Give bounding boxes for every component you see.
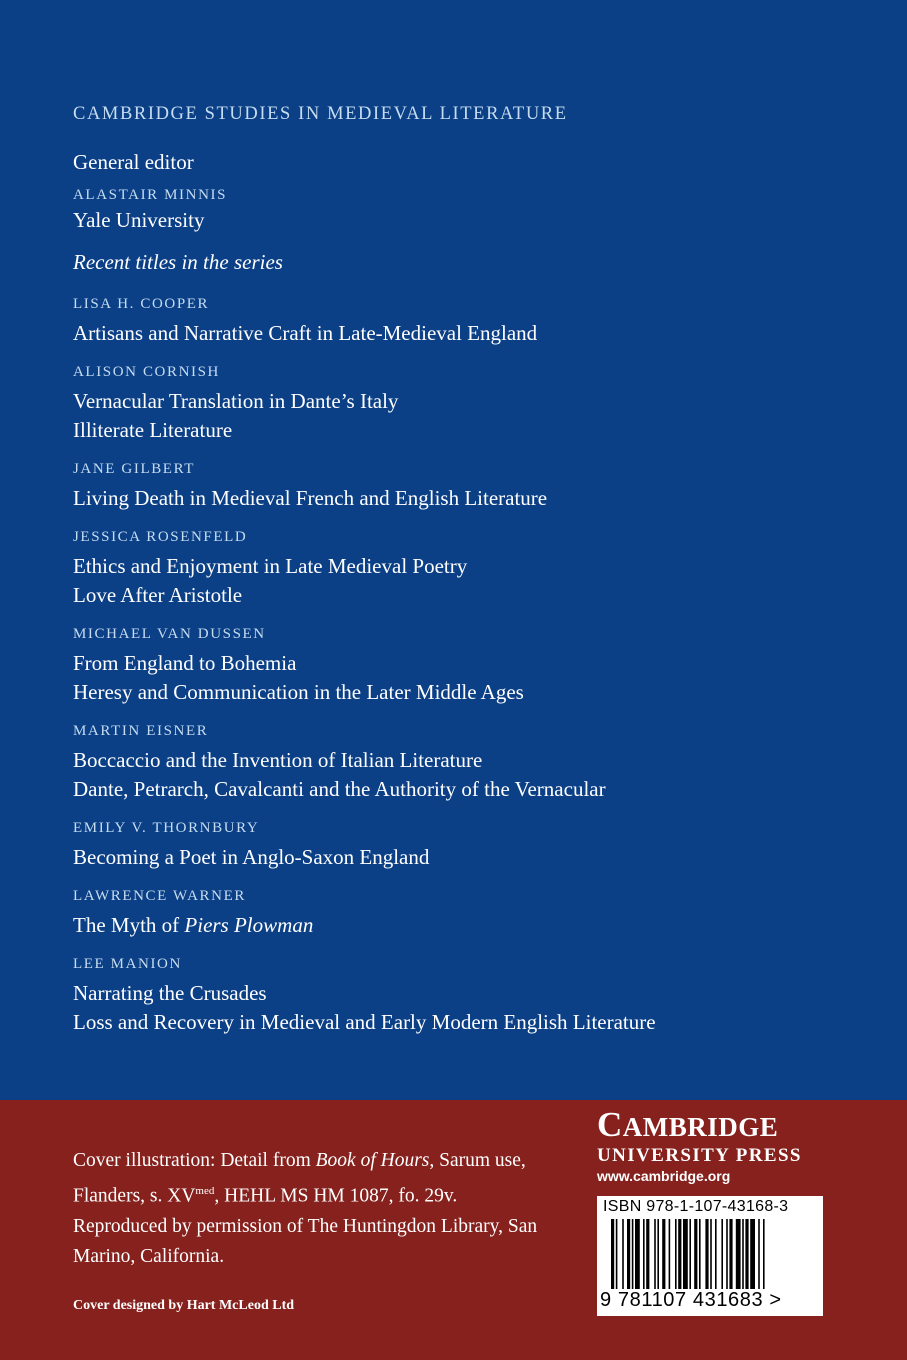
- barcode-bar: [611, 1219, 614, 1289]
- barcode-bar: [616, 1219, 618, 1289]
- entry-title: [73, 911, 313, 940]
- barcode-bar: [654, 1219, 656, 1289]
- barcode-bar: [627, 1219, 630, 1289]
- barcode-bar: [678, 1219, 681, 1289]
- cover-illustration-credit: [73, 1146, 543, 1272]
- series-entry: [73, 528, 467, 610]
- barcode-bar: [643, 1219, 645, 1289]
- entry-author: LISA H. COOPER: [73, 296, 210, 312]
- credit-text: , Sarum use, Flanders, s. XV: [73, 1150, 526, 1207]
- series-entry: [73, 955, 656, 1037]
- barcode-bar: [763, 1219, 765, 1289]
- barcode-bar: [705, 1219, 708, 1289]
- series-entry: [73, 819, 429, 872]
- entry-title: Boccaccio and the Invention of Italian Literature: [73, 748, 483, 772]
- entry-subtitle: Dante, Petrarch, Cavalcanti and the Authority of the Vernacular: [73, 777, 606, 801]
- isbn-label: ISBN 978-1-107-43168-3: [603, 1198, 789, 1215]
- credit-text: , HEHL MS HM 1087, fo. 29v. Reproduced by permission of The Huntingdon Library, San Marino, California.: [73, 1185, 538, 1267]
- entry-subtitle: Love After Aristotle: [73, 583, 243, 607]
- barcode-icon: [611, 1219, 807, 1289]
- entry-author: LEE MANION: [73, 956, 182, 972]
- entry-title-prefix: The Myth of: [73, 913, 185, 937]
- series-entry: [73, 295, 537, 348]
- barcode-bar: [710, 1219, 712, 1289]
- credit-superscript: med: [195, 1185, 215, 1197]
- barcode-bar: [635, 1219, 640, 1289]
- cover-designer-credit: Cover designed by Hart McLeod Ltd: [73, 1298, 295, 1313]
- recent-titles-label: Recent titles in the series: [73, 250, 283, 274]
- series-entry: [73, 887, 313, 940]
- barcode-bar: [721, 1219, 723, 1289]
- publisher-name-rest: AMBRIDGE: [622, 1112, 779, 1142]
- entry-title: Narrating the Crusades: [73, 981, 267, 1005]
- general-editor-affiliation: Yale University: [73, 208, 205, 232]
- isbn-barcode: [597, 1196, 823, 1316]
- entry-title: Vernacular Translation in Dante’s Italy: [73, 389, 399, 413]
- entry-author: JESSICA ROSENFELD: [73, 529, 248, 545]
- barcode-bar: [622, 1219, 624, 1289]
- barcode-bar: [715, 1219, 717, 1289]
- entry-title: Living Death in Medieval French and English Literature: [73, 486, 548, 510]
- barcode-bar: [646, 1219, 649, 1289]
- series-entry: [73, 460, 547, 513]
- entry-title: Artisans and Narrative Craft in Late-Medieval England: [73, 321, 538, 345]
- series-entry: [73, 722, 606, 804]
- entry-title-italic: Piers Plowman: [184, 913, 314, 937]
- general-editor-name: ALASTAIR MINNIS: [73, 187, 228, 203]
- entry-title: Ethics and Enjoyment in Late Medieval Poetry: [73, 554, 468, 578]
- general-editor-label: General editor: [73, 150, 194, 174]
- entry-author: ALISON CORNISH: [73, 364, 220, 380]
- publisher-name: [597, 1106, 827, 1146]
- entry-author: JANE GILBERT: [73, 461, 196, 477]
- publisher-logo: [597, 1106, 827, 1186]
- credit-book-title: Book of Hours: [315, 1150, 430, 1171]
- series-entry: [73, 363, 398, 445]
- entry-title: From England to Bohemia: [73, 651, 297, 675]
- barcode-bar: [745, 1219, 748, 1289]
- barcode-bar: [683, 1219, 688, 1289]
- entry-author: MICHAEL VAN DUSSEN: [73, 626, 266, 642]
- entry-subtitle: Loss and Recovery in Medieval and Early Modern English Literature: [73, 1010, 656, 1034]
- barcode-bar: [729, 1219, 732, 1289]
- entry-subtitle: Heresy and Communication in the Later Middle Ages: [73, 680, 524, 704]
- barcode-bar: [694, 1219, 697, 1289]
- barcode-bar: [699, 1219, 701, 1289]
- barcode-bar: [632, 1219, 634, 1289]
- isbn-digits: 9 781107 431683 >: [600, 1289, 782, 1311]
- barcode-bar: [689, 1219, 691, 1289]
- publisher-press: UNIVERSITY PRESS: [597, 1145, 802, 1166]
- entry-author: LAWRENCE WARNER: [73, 888, 246, 904]
- barcode-bar: [758, 1219, 760, 1289]
- barcode-bar: [750, 1219, 755, 1289]
- barcode-bar: [657, 1219, 659, 1289]
- entry-author: EMILY V. THORNBURY: [73, 820, 260, 836]
- publisher-website: www.cambridge.org: [597, 1168, 731, 1184]
- barcode-bar: [736, 1219, 741, 1289]
- barcode-bar: [662, 1219, 665, 1289]
- barcode-bar: [742, 1219, 744, 1289]
- entry-title: Becoming a Poet in Anglo-Saxon England: [73, 845, 430, 869]
- credit-text: Cover illustration: Detail from: [73, 1150, 316, 1171]
- barcode-bar: [675, 1219, 677, 1289]
- entry-subtitle: Illiterate Literature: [73, 418, 233, 442]
- barcode-bar: [669, 1219, 671, 1289]
- series-entry: [73, 625, 524, 707]
- publisher-name-initial: C: [597, 1105, 623, 1144]
- barcode-bar: [726, 1219, 728, 1289]
- series-title: CAMBRIDGE STUDIES IN MEDIEVAL LITERATURE: [73, 104, 568, 124]
- entry-author: MARTIN EISNER: [73, 723, 209, 739]
